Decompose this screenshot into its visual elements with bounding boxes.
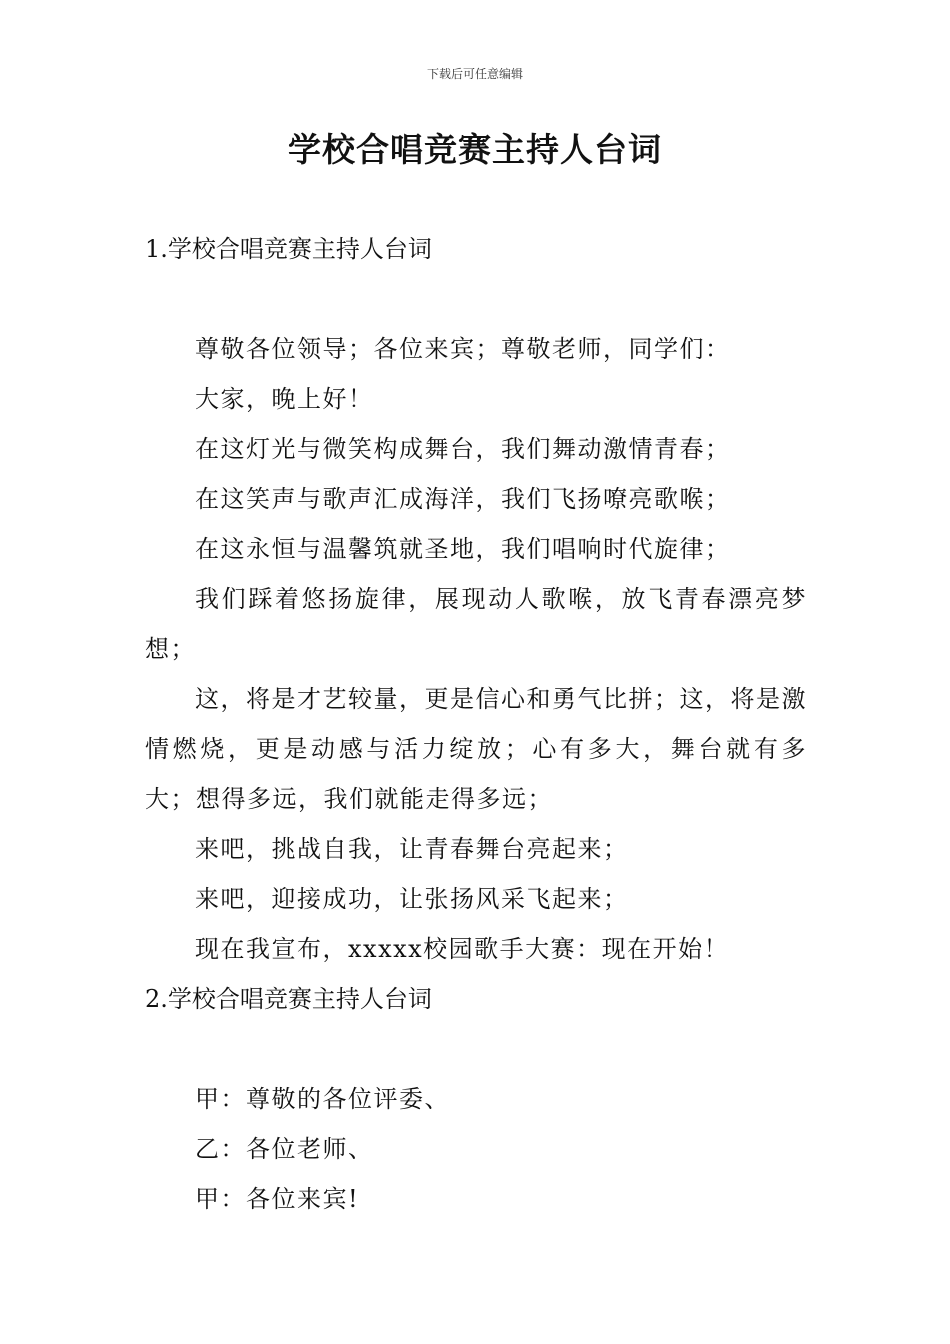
- paragraph: 尊敬各位领导；各位来宾；尊敬老师，同学们：: [195, 335, 731, 363]
- paragraph: 大家，晚上好！: [195, 385, 374, 413]
- paragraph: 来吧，挑战自我，让青春舞台亮起来；: [195, 835, 629, 863]
- paragraph: 我们踩着悠扬旋律，展现动人歌喉，放飞青春漂亮梦想；: [145, 585, 807, 663]
- paragraph: 在这灯光与微笑构成舞台，我们舞动激情青春；: [195, 435, 731, 463]
- section-heading-2: 2.学校合唱竞赛主持人台词: [145, 985, 432, 1013]
- paragraph: 甲：各位来宾!: [195, 1185, 360, 1213]
- paragraph: 乙：各位老师、: [195, 1135, 374, 1163]
- paragraph: 现在我宣布，xxxxx校园歌手大赛：现在开始！: [195, 935, 730, 963]
- header-note: 下载后可任意编辑: [426, 67, 523, 81]
- paragraph: 在这笑声与歌声汇成海洋，我们飞扬嘹亮歌喉；: [195, 485, 731, 513]
- blank-line: [145, 1024, 807, 1074]
- paragraph: 甲：尊敬的各位评委、: [195, 1085, 450, 1113]
- section-heading-1: 1.学校合唱竞赛主持人台词: [145, 235, 432, 263]
- paragraph: 在这永恒与温馨筑就圣地，我们唱响时代旋律；: [195, 535, 731, 563]
- document-title: 学校合唱竞赛主持人台词: [288, 130, 662, 169]
- blank-line: [145, 274, 807, 324]
- paragraph: 来吧，迎接成功，让张扬风采飞起来；: [195, 885, 629, 913]
- paragraph: 这，将是才艺较量，更是信心和勇气比拼；这，将是激情燃烧，更是动感与活力绽放；心有多大，舞台就有多大；想得多远，我们就能走得多远；: [145, 685, 807, 813]
- document-body: [145, 224, 807, 1224]
